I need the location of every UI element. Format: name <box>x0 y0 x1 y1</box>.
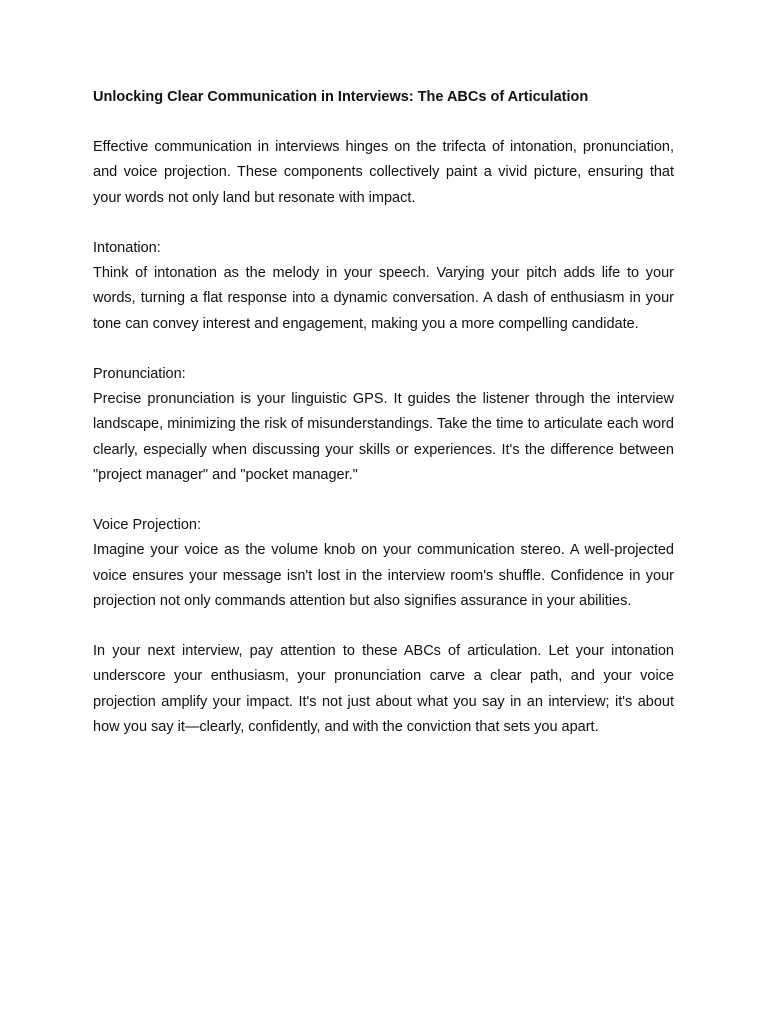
section-heading: Voice Projection: <box>93 517 202 534</box>
section-heading: Intonation: <box>93 239 161 256</box>
section-intonation <box>93 236 674 337</box>
conclusion-paragraph: In your next interview, pay attention to these ABCs of articulation. Let your intonation underscore your enthusiasm, your pronunciation carve a clear path, and your voice projection amplify your impact. It's not just about what you say in an interview; it's about how you say it—clearly, confidently, and with the conviction that sets you apart. <box>93 643 674 735</box>
section-heading: Pronunciation: <box>93 365 186 382</box>
intro-paragraph: Effective communication in interviews hinges on the trifecta of intonation, pronunciation, and voice projection. These components collectively paint a vivid picture, ensuring that your words not only land but resonate with impact. <box>93 139 674 206</box>
spacer <box>93 614 674 639</box>
document-page <box>93 85 674 740</box>
spacer <box>93 488 674 513</box>
spacer <box>93 110 674 135</box>
section-paragraph: Imagine your voice as the volume knob on your communication stereo. A well-projected voice ensures your message isn't lost in the interview room's shuffle. Confidence in your projection not only commands attention but also signifies assurance in your abilities. <box>93 542 674 609</box>
section-paragraph: Precise pronunciation is your linguistic GPS. It guides the listener through the interview landscape, minimizing the risk of misunderstandings. Take the time to articulate each word clearly, especially when discussing your skills or experiences. It's the difference between "project manager" and "pocket manager." <box>93 391 674 483</box>
document-title: Unlocking Clear Communication in Interviews: The ABCs of Articulation <box>93 89 589 105</box>
section-paragraph: Think of intonation as the melody in your speech. Varying your pitch adds life to your words, turning a flat response into a dynamic conversation. A dash of enthusiasm in your tone can convey interest and engagement, making you a more compelling candidate. <box>93 265 674 332</box>
spacer <box>93 211 674 236</box>
section-voice-projection <box>93 513 674 614</box>
section-pronunciation <box>93 362 674 488</box>
spacer <box>93 337 674 362</box>
